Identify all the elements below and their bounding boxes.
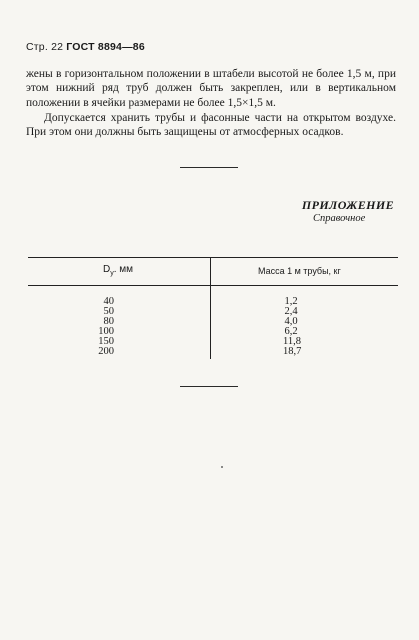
table-cell-dy: 80 xyxy=(103,316,114,327)
page-number: Стр. 22 xyxy=(26,41,64,53)
table-cell-dy: 40 xyxy=(103,296,114,307)
mass-column xyxy=(283,296,302,357)
table-cell-mass: 4,0 xyxy=(284,316,298,327)
page-header xyxy=(26,41,145,53)
dy-symbol: D xyxy=(103,264,111,275)
table-header-rule xyxy=(28,285,398,286)
dy-unit: . мм xyxy=(113,264,134,275)
table-cell-mass: 6,2 xyxy=(284,326,298,337)
dy-subscript: y xyxy=(110,270,114,277)
end-separator xyxy=(180,386,238,387)
table-cell-dy: 50 xyxy=(103,306,114,317)
appendix-title: ПРИЛОЖЕНИЕ xyxy=(301,198,394,212)
appendix-subtitle: Справочное xyxy=(313,213,366,224)
table-cell-dy: 200 xyxy=(98,346,114,357)
table-column-divider xyxy=(210,258,211,359)
table-cell-mass: 2,4 xyxy=(284,306,298,317)
table-cell-mass: 18,7 xyxy=(283,346,302,357)
column-header-dy xyxy=(103,264,133,277)
paragraph-2 xyxy=(26,111,396,140)
dy-column xyxy=(98,297,114,357)
table-cell-dy: 100 xyxy=(98,326,114,337)
section-separator xyxy=(180,167,238,168)
table-cell-mass: 1,2 xyxy=(284,296,298,307)
scan-dot xyxy=(221,466,223,468)
standard-number: ГОСТ 8894—86 xyxy=(66,41,145,53)
paragraph-1: жены в горизонтальном положении в штабели высотой не более 1,5 м, при этом нижний ряд труб должен быть закреплен, или в вертикальном положении в ячейки размерами не более 1,5×1,5 м. xyxy=(26,68,396,109)
table-cell-mass: 11,8 xyxy=(283,336,301,347)
column-header-mass: Масса 1 м трубы, кг xyxy=(258,266,341,276)
table-top-rule xyxy=(28,257,398,258)
table-cell-dy: 150 xyxy=(98,336,114,347)
paragraph-2-text: Допускается хранить трубы и фасонные части на открытом воздухе. При этом они должны быть защищены от атмосферных осадков. xyxy=(26,112,396,139)
